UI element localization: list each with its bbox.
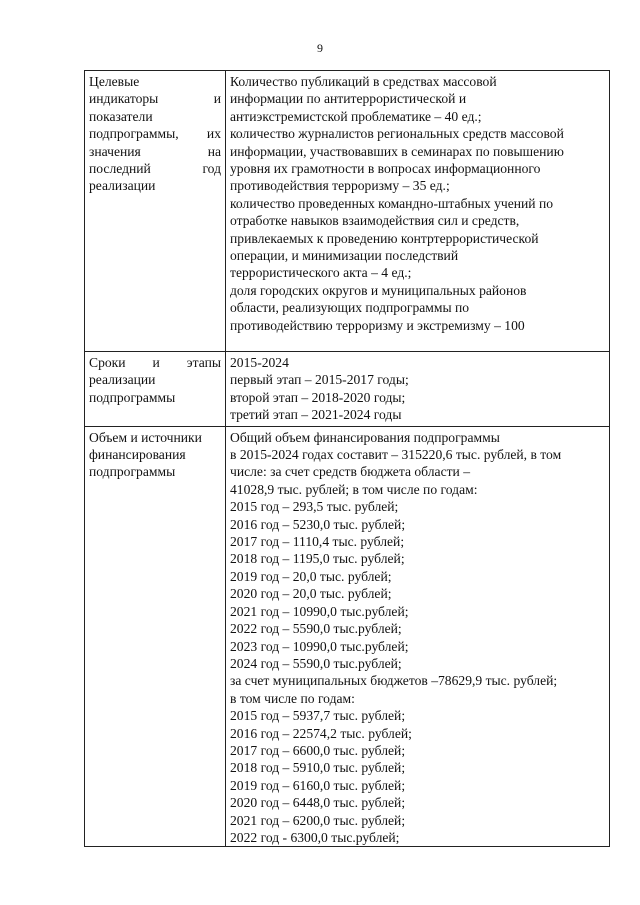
- row-value-funding: [226, 426, 610, 847]
- label-line: последний год: [89, 161, 221, 177]
- value-line: противодействию терроризму и экстремизму – 100: [230, 317, 525, 333]
- value-line: 2020 год – 20,0 тыс. рублей;: [230, 586, 392, 602]
- row-value-terms-and-stages: [226, 352, 610, 427]
- value-line: второй этап – 2018-2020 годы;: [230, 389, 406, 405]
- row-label-funding: [85, 426, 226, 847]
- value-line: 2019 год – 6160,0 тыс. рублей;: [230, 777, 406, 793]
- label-line: индикаторы и: [89, 91, 221, 107]
- label-line: подпрограммы: [89, 389, 176, 405]
- value-line: 2017 год – 1110,4 тыс. рублей;: [230, 534, 405, 550]
- label-line: подпрограммы, их: [89, 126, 221, 142]
- value-line: третий этап – 2021-2024 годы: [230, 407, 402, 423]
- value-line: операции, и минимизации последствий: [230, 248, 459, 264]
- value-line: 2021 год – 6200,0 тыс. рублей;: [230, 812, 406, 828]
- value-line: террористического акта – 4 ед.;: [230, 265, 412, 281]
- value-line: информации, участвовавших в семинарах по повышению: [230, 143, 564, 159]
- value-line: 2020 год – 6448,0 тыс. рублей;: [230, 795, 406, 811]
- value-line: в том числе по годам:: [230, 690, 355, 706]
- value-line: в 2015-2024 годах составит – 315220,6 тыс. рублей, в том: [230, 447, 562, 463]
- value-line: количество проведенных командно-штабных учений по: [230, 195, 554, 211]
- table-row-target-indicators: [85, 71, 610, 352]
- value-line: первый этап – 2015-2017 годы;: [230, 372, 409, 388]
- value-line: 2015-2024: [230, 355, 289, 370]
- value-line: 2018 год – 1195,0 тыс. рублей;: [230, 551, 405, 567]
- value-line: количество журналистов региональных средств массовой: [230, 126, 564, 142]
- value-line: 2015 год – 293,5 тыс. рублей;: [230, 499, 399, 515]
- value-line: 2016 год – 5230,0 тыс. рублей;: [230, 516, 406, 532]
- value-line: 2022 год – 5590,0 тыс.рублей;: [230, 621, 402, 637]
- value-line: 2015 год – 5937,7 тыс. рублей;: [230, 708, 406, 724]
- label-line: показатели: [89, 108, 153, 124]
- value-line: уровня их грамотности в вопросах информационного: [230, 161, 541, 177]
- value-line: 41028,9 тыс. рублей; в том числе по годам:: [230, 481, 478, 497]
- label-line: Объем и источники: [89, 429, 202, 445]
- value-line: за счет муниципальных бюджетов –78629,9 тыс. рублей;: [230, 673, 558, 689]
- row-value-target-indicators: [226, 71, 610, 352]
- value-line: 2019 год – 20,0 тыс. рублей;: [230, 568, 392, 584]
- subprogram-passport-table: [84, 70, 610, 847]
- value-line: области, реализующих подпрограммы по: [230, 300, 470, 316]
- value-line: противодействия терроризму – 35 ед.;: [230, 178, 450, 194]
- value-line: 2023 год – 10990,0 тыс.рублей;: [230, 638, 409, 654]
- value-line: числе: за счет средств бюджета области –: [230, 464, 471, 480]
- label-line: финансирования: [89, 447, 186, 463]
- page-number: 9: [317, 41, 323, 55]
- value-line: 2021 год – 10990,0 тыс.рублей;: [230, 603, 409, 619]
- value-line: отработке навыков взаимодействия сил и средств,: [230, 213, 520, 229]
- label-line: подпрограммы: [89, 464, 176, 480]
- label-line: значения на: [89, 143, 221, 159]
- value-line: 2024 год – 5590,0 тыс.рублей;: [230, 655, 402, 671]
- value-line: информации по антитеррористической и: [230, 91, 467, 107]
- label-line: реализации: [89, 372, 156, 388]
- value-line: Общий объем финансирования подпрограммы: [230, 429, 500, 445]
- value-line: антиэкстремистской проблематике – 40 ед.;: [230, 108, 482, 124]
- label-line: Целевые: [89, 74, 140, 89]
- value-line: 2018 год – 5910,0 тыс. рублей;: [230, 760, 406, 776]
- label-line: Сроки и этапы: [89, 355, 221, 370]
- table-row-terms-and-stages: [85, 352, 610, 427]
- value-line: Количество публикаций в средствах массовой: [230, 74, 497, 89]
- value-line: 2022 год - 6300,0 тыс.рублей;: [230, 829, 400, 845]
- value-line: 2017 год – 6600,0 тыс. рублей;: [230, 742, 406, 758]
- row-label-target-indicators: [85, 71, 226, 352]
- table-row-funding: [85, 426, 610, 847]
- value-line: 2016 год – 22574,2 тыс. рублей;: [230, 725, 412, 741]
- value-line: привлекаемых к проведению контртеррористической: [230, 230, 539, 246]
- label-line: реализации: [89, 178, 156, 194]
- value-line: доля городских округов и муниципальных районов: [230, 282, 527, 298]
- row-label-terms-and-stages: [85, 352, 226, 427]
